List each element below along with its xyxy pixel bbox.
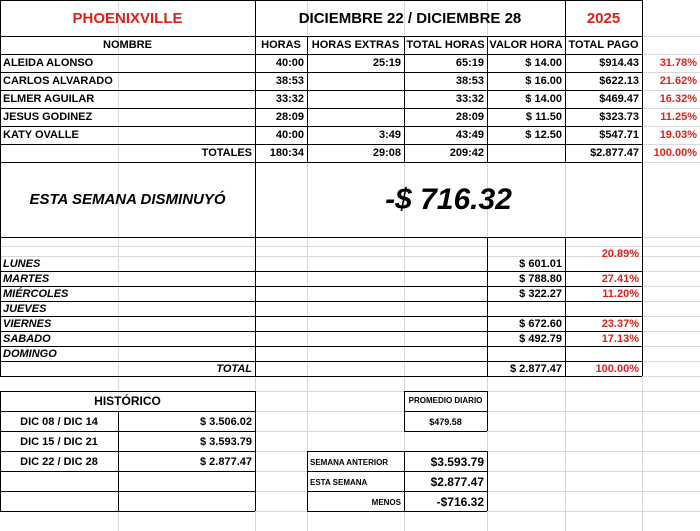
employee-pay[interactable]: $323.73: [599, 111, 639, 123]
day-pct[interactable]: [565, 346, 642, 361]
employee-hours[interactable]: 40:00: [275, 57, 304, 69]
day-label[interactable]: DOMINGO: [3, 347, 57, 360]
history-amount[interactable]: $ 2.877.47: [200, 455, 252, 468]
employee-extra-hours[interactable]: 3:49: [378, 129, 401, 141]
day-amount[interactable]: $ 672.60: [519, 317, 562, 330]
cell-border: [255, 391, 256, 511]
employee-pct[interactable]: 31.78%: [659, 57, 697, 69]
totals-hours[interactable]: 180:34: [269, 147, 304, 159]
employee-name[interactable]: CARLOS ALVARADO: [3, 75, 113, 87]
cell-border: [487, 451, 488, 511]
day-total-amount[interactable]: $ 2.877.47: [510, 362, 562, 375]
this-week-value[interactable]: $2.877.47: [430, 475, 484, 489]
employee-rate[interactable]: $ 11.50: [525, 111, 562, 123]
history-amount[interactable]: $ 3.506.02: [200, 415, 252, 428]
cell-border: [642, 162, 643, 237]
cell-border: [0, 471, 255, 472]
employee-extra-hours[interactable]: [307, 108, 404, 126]
employee-total-hours[interactable]: 38:53: [455, 75, 484, 87]
totals-extra-hours[interactable]: 29:08: [372, 147, 401, 159]
this-week-label[interactable]: ESTA SEMANA: [310, 477, 368, 487]
cell-border: [0, 237, 642, 238]
employee-extra-hours[interactable]: [307, 90, 404, 108]
employee-pay[interactable]: $547.71: [599, 129, 639, 141]
col-header-valor-hora[interactable]: VALOR HORA: [489, 39, 563, 51]
cell-border: [0, 511, 255, 512]
day-amount[interactable]: $ 322.27: [519, 287, 562, 300]
day-label[interactable]: LUNES: [3, 257, 41, 270]
day-total-pct[interactable]: 100.00%: [595, 362, 639, 375]
day-label[interactable]: JUEVES: [3, 302, 47, 315]
employee-hours[interactable]: 33:32: [275, 93, 304, 105]
diff-label[interactable]: MENOS: [371, 497, 401, 507]
totals-label[interactable]: TOTALES: [201, 147, 252, 159]
day-amount[interactable]: [487, 346, 565, 361]
history-period[interactable]: DIC 08 / DIC 14: [20, 415, 98, 428]
history-title[interactable]: HISTÓRICO: [94, 393, 161, 408]
employee-rate[interactable]: $ 14.00: [525, 57, 562, 69]
employee-pct[interactable]: 21.62%: [659, 75, 697, 87]
totals-total-hours[interactable]: 209:42: [449, 147, 484, 159]
period-title[interactable]: DICIEMBRE 22 / DICIEMBRE 28: [298, 9, 522, 27]
col-header-total-pago[interactable]: TOTAL PAGO: [568, 39, 639, 51]
prev-week-value[interactable]: $3.593.79: [430, 455, 484, 469]
employee-hours[interactable]: 28:09: [275, 111, 304, 123]
employee-extra-hours[interactable]: 25:19: [372, 57, 401, 69]
employee-rate[interactable]: $ 12.50: [525, 129, 562, 141]
cell-border: [0, 376, 642, 377]
employee-name[interactable]: KATY OVALLE: [3, 129, 79, 141]
day-pct[interactable]: 20.89%: [601, 247, 639, 260]
employee-rate[interactable]: $ 16.00: [525, 75, 562, 87]
history-period[interactable]: DIC 15 / DIC 21: [20, 435, 98, 448]
col-header-horas-extras[interactable]: HORAS EXTRAS: [311, 39, 400, 51]
employee-hours[interactable]: 40:00: [275, 129, 304, 141]
cell-border: [642, 237, 643, 376]
daily-avg-value[interactable]: $479.58: [429, 416, 462, 427]
col-header-total-horas[interactable]: TOTAL HORAS: [406, 39, 485, 51]
totals-pay[interactable]: $2.877.47: [590, 147, 639, 159]
prev-week-label[interactable]: SEMANA ANTERIOR: [310, 457, 389, 467]
day-pct[interactable]: 23.37%: [601, 317, 639, 330]
employee-pay[interactable]: $622.13: [599, 75, 639, 87]
day-pct[interactable]: 27.41%: [601, 272, 639, 285]
day-label[interactable]: SABADO: [3, 332, 51, 345]
day-amount[interactable]: [487, 301, 565, 316]
day-pct[interactable]: 11.20%: [602, 287, 639, 300]
year-cell[interactable]: 2025: [586, 9, 621, 27]
cell-border: [0, 491, 255, 492]
employee-name[interactable]: JESUS GODINEZ: [3, 111, 93, 123]
col-header-nombre[interactable]: NOMBRE: [103, 39, 152, 51]
day-amount[interactable]: $ 492.79: [519, 332, 562, 345]
cell-border: [255, 237, 256, 376]
employee-pct[interactable]: 16.32%: [659, 93, 697, 105]
day-pct[interactable]: 17.13%: [601, 332, 639, 345]
cell-border: [642, 0, 643, 36]
employee-name[interactable]: ALEIDA ALONSO: [3, 57, 94, 69]
day-label[interactable]: MARTES: [3, 272, 50, 285]
employee-rate[interactable]: $ 14.00: [525, 93, 562, 105]
employee-total-hours[interactable]: 65:19: [455, 57, 484, 69]
day-label[interactable]: VIERNES: [3, 317, 52, 330]
totals-pct[interactable]: 100.00%: [653, 147, 697, 159]
employee-hours[interactable]: 38:53: [275, 75, 304, 87]
day-total-label[interactable]: TOTAL: [216, 362, 252, 375]
col-header-horas[interactable]: HORAS: [261, 39, 301, 51]
employee-total-hours[interactable]: 28:09: [455, 111, 484, 123]
employee-pay[interactable]: $914.43: [599, 57, 639, 69]
day-amount[interactable]: $ 601.01: [519, 257, 562, 270]
summary-label[interactable]: ESTA SEMANA DISMINUYÓ: [29, 191, 226, 208]
employee-total-hours[interactable]: 43:49: [455, 129, 484, 141]
history-amount[interactable]: $ 3.593.79: [200, 435, 252, 448]
employee-extra-hours[interactable]: [307, 72, 404, 90]
summary-amount[interactable]: -$ 716.32: [385, 182, 512, 216]
day-amount[interactable]: $ 788.80: [519, 272, 562, 285]
location-title[interactable]: PHOENIXVILLE: [72, 9, 183, 27]
day-pct[interactable]: [565, 301, 642, 316]
daily-avg-label[interactable]: PROMEDIO DIARIO: [408, 396, 483, 405]
employee-pct[interactable]: 19.03%: [659, 129, 697, 141]
diff-value[interactable]: -$716.32: [436, 495, 484, 509]
employee-pct[interactable]: 11.25%: [660, 111, 697, 123]
employee-name[interactable]: ELMER AGUILAR: [3, 93, 95, 105]
employee-total-hours[interactable]: 33:32: [455, 93, 484, 105]
employee-pay[interactable]: $469.47: [599, 93, 639, 105]
history-period[interactable]: DIC 22 / DIC 28: [20, 455, 98, 468]
cell-border: [487, 391, 488, 431]
day-label[interactable]: MIÉRCOLES: [3, 287, 69, 300]
cell-border: [404, 431, 487, 432]
